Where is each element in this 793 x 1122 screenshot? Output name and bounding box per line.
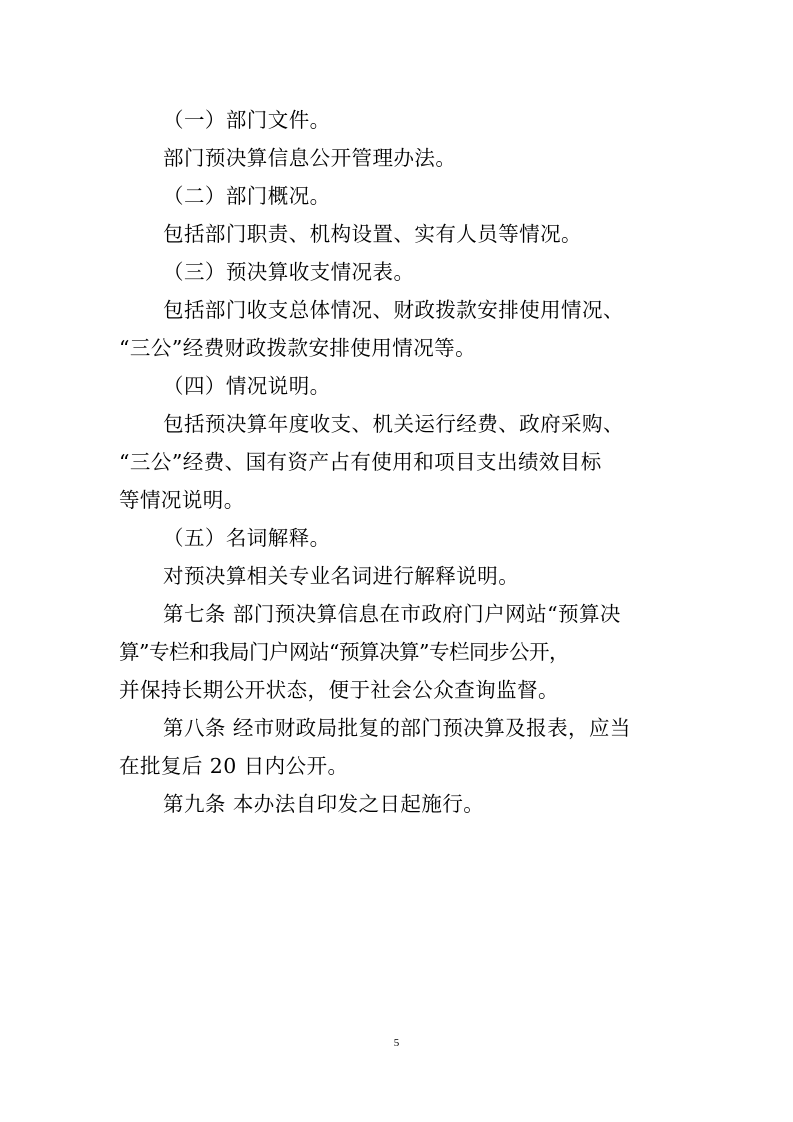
text-line: 包括预决算年度收支、机关运行经费、政府采购、 xyxy=(163,412,624,436)
article-nine: 第九条 本办法自印发之日起施行。 xyxy=(163,792,485,816)
text-line: 包括部门收支总体情况、财政拨款安排使用情况、 xyxy=(163,298,624,322)
heading-department-documents: （一）部门文件。 xyxy=(163,108,331,132)
text-line: “三公”经费财政拨款安排使用情况等。 xyxy=(119,336,477,360)
heading-explanation: （四）情况说明。 xyxy=(163,374,331,398)
heading-budget-tables: （三）预决算收支情况表。 xyxy=(163,260,415,284)
text-line: 算”专栏和我局门户网站“预算决算”专栏同步公开， xyxy=(119,640,569,664)
text-line: 并保持长期公开状态，便于社会公众查询监督。 xyxy=(119,678,559,702)
page-number: 5 xyxy=(393,1037,400,1049)
heading-glossary: （五）名词解释。 xyxy=(163,526,331,550)
article-eight: 第八条 经市财政局批复的部门预决算及报表，应当 xyxy=(163,716,631,740)
text-line: 部门预决算信息公开管理办法。 xyxy=(163,146,457,170)
text-line: 包括部门职责、机构设置、实有人员等情况。 xyxy=(163,222,582,246)
text-line: 对预决算相关专业名词进行解释说明。 xyxy=(163,564,520,588)
article-seven: 第七条 部门预决算信息在市政府门户网站“预算决 xyxy=(163,602,621,626)
text-line: 在批复后 20 日内公开。 xyxy=(119,754,349,778)
text-line: “三公”经费、国有资产占有使用和项目支出绩效目标 xyxy=(119,450,602,474)
heading-department-overview: （二）部门概况。 xyxy=(163,184,331,208)
text-line: 等情况说明。 xyxy=(119,488,245,512)
